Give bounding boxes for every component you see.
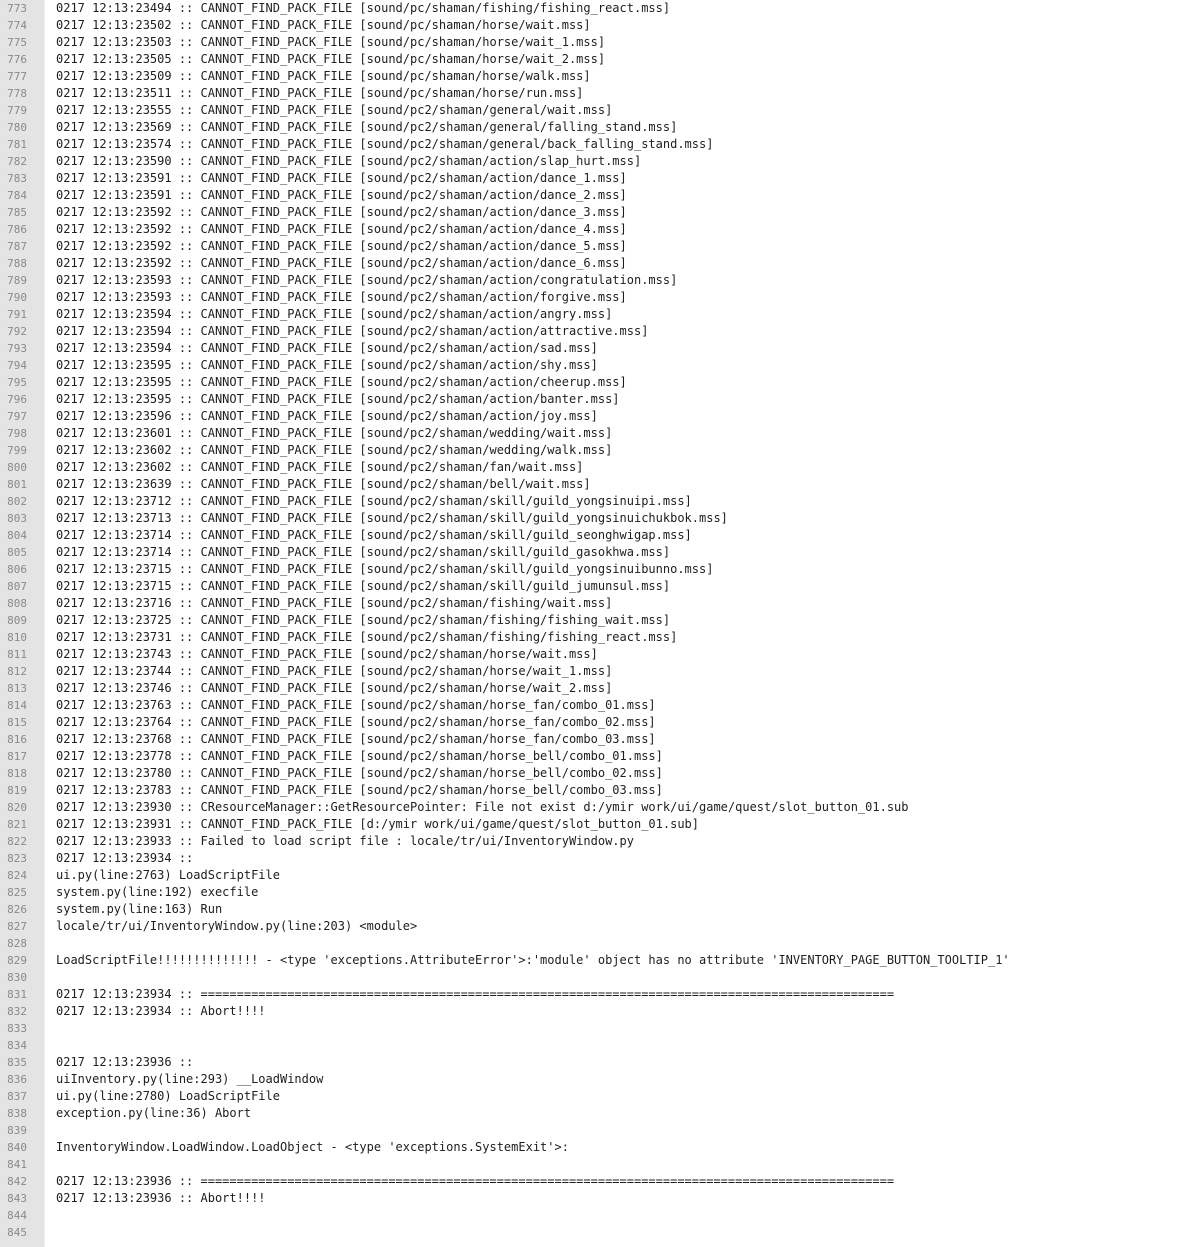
code-line[interactable] — [0, 1190, 1181, 1207]
line-text: 0217 12:13:23592 :: CANNOT_FIND_PACK_FILE [sound/pc2/shaman/action/dance_6.mss] — [56, 255, 627, 270]
line-text: 0217 12:13:23594 :: CANNOT_FIND_PACK_FILE [sound/pc2/shaman/action/angry.mss] — [56, 306, 613, 321]
line-text: 0217 12:13:23731 :: CANNOT_FIND_PACK_FILE [sound/pc2/shaman/fishing/fishing_react.mss] — [56, 629, 678, 644]
code-line[interactable] — [0, 578, 1181, 595]
code-line[interactable] — [0, 323, 1181, 340]
line-number: 773 — [7, 1, 27, 15]
code-line[interactable] — [0, 833, 1181, 850]
line-text: 0217 12:13:23591 :: CANNOT_FIND_PACK_FILE [sound/pc2/shaman/action/dance_1.mss] — [56, 170, 627, 185]
line-text: 0217 12:13:23714 :: CANNOT_FIND_PACK_FILE [sound/pc2/shaman/skill/guild_gasokhwa.mss] — [56, 544, 671, 559]
line-text: 0217 12:13:23768 :: CANNOT_FIND_PACK_FILE [sound/pc2/shaman/horse_fan/combo_03.mss] — [56, 731, 656, 746]
line-text: 0217 12:13:23744 :: CANNOT_FIND_PACK_FILE [sound/pc2/shaman/horse/wait_1.mss] — [56, 663, 613, 678]
line-number: 804 — [7, 528, 27, 542]
line-number: 816 — [7, 732, 27, 746]
code-line[interactable] — [0, 119, 1181, 136]
line-number: 815 — [7, 715, 27, 729]
code-line[interactable] — [0, 918, 1181, 935]
line-number: 793 — [7, 341, 27, 355]
code-line[interactable] — [0, 459, 1181, 476]
line-number: 831 — [7, 987, 27, 1001]
line-number: 775 — [7, 35, 27, 49]
code-line[interactable] — [0, 255, 1181, 272]
code-line[interactable] — [0, 51, 1181, 68]
line-number: 844 — [7, 1208, 27, 1222]
code-line[interactable] — [0, 442, 1181, 459]
line-text: 0217 12:13:23764 :: CANNOT_FIND_PACK_FILE [sound/pc2/shaman/horse_fan/combo_02.mss] — [56, 714, 656, 729]
code-line[interactable] — [0, 1054, 1181, 1071]
code-line[interactable] — [0, 765, 1181, 782]
line-number: 810 — [7, 630, 27, 644]
line-number: 783 — [7, 171, 27, 185]
line-number: 774 — [7, 18, 27, 32]
code-line[interactable] — [0, 884, 1181, 901]
line-number: 796 — [7, 392, 27, 406]
code-line[interactable] — [0, 867, 1181, 884]
code-line[interactable] — [0, 34, 1181, 51]
code-line[interactable] — [0, 1020, 1181, 1037]
line-text: uiInventory.py(line:293) __LoadWindow — [56, 1071, 324, 1086]
code-line[interactable] — [0, 408, 1181, 425]
line-number: 814 — [7, 698, 27, 712]
code-line[interactable] — [0, 1105, 1181, 1122]
code-line[interactable] — [0, 391, 1181, 408]
line-text: 0217 12:13:23715 :: CANNOT_FIND_PACK_FILE [sound/pc2/shaman/skill/guild_yongsinuibunno.mss] — [56, 561, 714, 576]
line-number: 829 — [7, 953, 27, 967]
code-line[interactable] — [0, 935, 1181, 952]
line-number: 838 — [7, 1106, 27, 1120]
line-text: 0217 12:13:23763 :: CANNOT_FIND_PACK_FILE [sound/pc2/shaman/horse_fan/combo_01.mss] — [56, 697, 656, 712]
code-line[interactable] — [0, 1122, 1181, 1139]
line-text: 0217 12:13:23716 :: CANNOT_FIND_PACK_FILE [sound/pc2/shaman/fishing/wait.mss] — [56, 595, 613, 610]
code-line[interactable] — [0, 0, 1181, 17]
code-line[interactable] — [0, 1139, 1181, 1156]
line-number: 845 — [7, 1225, 27, 1239]
line-number: 821 — [7, 817, 27, 831]
line-number: 820 — [7, 800, 27, 814]
code-line[interactable] — [0, 714, 1181, 731]
line-number: 843 — [7, 1191, 27, 1205]
line-text: 0217 12:13:23591 :: CANNOT_FIND_PACK_FILE [sound/pc2/shaman/action/dance_2.mss] — [56, 187, 627, 202]
line-text: 0217 12:13:23602 :: CANNOT_FIND_PACK_FILE [sound/pc2/shaman/fan/wait.mss] — [56, 459, 584, 474]
line-number: 801 — [7, 477, 27, 491]
code-line[interactable] — [0, 102, 1181, 119]
line-number: 819 — [7, 783, 27, 797]
code-line[interactable] — [0, 1088, 1181, 1105]
code-line[interactable] — [0, 663, 1181, 680]
line-text: 0217 12:13:23714 :: CANNOT_FIND_PACK_FILE [sound/pc2/shaman/skill/guild_seonghwigap.mss] — [56, 527, 692, 542]
line-number: 813 — [7, 681, 27, 695]
code-line[interactable] — [0, 306, 1181, 323]
line-text: system.py(line:192) execfile — [56, 884, 259, 899]
line-number: 792 — [7, 324, 27, 338]
line-text: 0217 12:13:23593 :: CANNOT_FIND_PACK_FILE [sound/pc2/shaman/action/congratulation.mss] — [56, 272, 678, 287]
code-line[interactable] — [0, 901, 1181, 918]
line-number: 802 — [7, 494, 27, 508]
code-line[interactable] — [0, 646, 1181, 663]
line-number: 800 — [7, 460, 27, 474]
code-line[interactable] — [0, 731, 1181, 748]
code-line[interactable] — [0, 374, 1181, 391]
line-text: 0217 12:13:23743 :: CANNOT_FIND_PACK_FILE [sound/pc2/shaman/horse/wait.mss] — [56, 646, 598, 661]
line-number: 835 — [7, 1055, 27, 1069]
line-text: 0217 12:13:23780 :: CANNOT_FIND_PACK_FILE [sound/pc2/shaman/horse_bell/combo_02.mss] — [56, 765, 663, 780]
line-number: 824 — [7, 868, 27, 882]
code-line[interactable] — [0, 748, 1181, 765]
line-number: 803 — [7, 511, 27, 525]
line-text: 0217 12:13:23595 :: CANNOT_FIND_PACK_FILE [sound/pc2/shaman/action/shy.mss] — [56, 357, 598, 372]
line-text: 0217 12:13:23592 :: CANNOT_FIND_PACK_FILE [sound/pc2/shaman/action/dance_5.mss] — [56, 238, 627, 253]
line-number: 811 — [7, 647, 27, 661]
line-number: 805 — [7, 545, 27, 559]
line-text: 0217 12:13:23555 :: CANNOT_FIND_PACK_FILE [sound/pc2/shaman/general/wait.mss] — [56, 102, 613, 117]
line-text: 0217 12:13:23494 :: CANNOT_FIND_PACK_FILE [sound/pc/shaman/fishing/fishing_react.mss] — [56, 0, 671, 15]
line-number: 806 — [7, 562, 27, 576]
line-text: 0217 12:13:23783 :: CANNOT_FIND_PACK_FILE [sound/pc2/shaman/horse_bell/combo_03.mss] — [56, 782, 663, 797]
line-number: 837 — [7, 1089, 27, 1103]
line-number: 791 — [7, 307, 27, 321]
code-line[interactable] — [0, 476, 1181, 493]
line-text: 0217 12:13:23746 :: CANNOT_FIND_PACK_FILE [sound/pc2/shaman/horse/wait_2.mss] — [56, 680, 613, 695]
line-number: 776 — [7, 52, 27, 66]
line-text: 0217 12:13:23934 :: ================================================================================================ — [56, 986, 895, 1001]
code-line[interactable] — [0, 153, 1181, 170]
code-line[interactable] — [0, 697, 1181, 714]
code-line[interactable] — [0, 816, 1181, 833]
code-line[interactable] — [0, 969, 1181, 986]
line-text: 0217 12:13:23778 :: CANNOT_FIND_PACK_FILE [sound/pc2/shaman/horse_bell/combo_01.mss] — [56, 748, 663, 763]
line-text: 0217 12:13:23933 :: Failed to load script file : locale/tr/ui/InventoryWindow.py — [56, 833, 634, 848]
line-text: exception.py(line:36) Abort — [56, 1105, 252, 1120]
line-text: 0217 12:13:23930 :: CResourceManager::GetResourcePointer: File not exist d:/ymir work/ui/game/quest/slot_button_01.sub — [56, 799, 909, 814]
code-line[interactable] — [0, 17, 1181, 34]
line-text: 0217 12:13:23725 :: CANNOT_FIND_PACK_FILE [sound/pc2/shaman/fishing/fishing_wait.mss] — [56, 612, 671, 627]
line-number: 799 — [7, 443, 27, 457]
line-number: 788 — [7, 256, 27, 270]
line-text: 0217 12:13:23509 :: CANNOT_FIND_PACK_FILE [sound/pc/shaman/horse/walk.mss] — [56, 68, 591, 83]
line-number: 832 — [7, 1004, 27, 1018]
line-number: 827 — [7, 919, 27, 933]
line-number: 828 — [7, 936, 27, 950]
line-number: 808 — [7, 596, 27, 610]
code-line[interactable] — [0, 1156, 1181, 1173]
line-number: 840 — [7, 1140, 27, 1154]
line-text: 0217 12:13:23936 :: ================================================================================================ — [56, 1173, 895, 1188]
line-text: 0217 12:13:23502 :: CANNOT_FIND_PACK_FILE [sound/pc/shaman/horse/wait.mss] — [56, 17, 591, 32]
line-number: 778 — [7, 86, 27, 100]
line-text: 0217 12:13:23594 :: CANNOT_FIND_PACK_FILE [sound/pc2/shaman/action/attractive.mss] — [56, 323, 649, 338]
line-number: 834 — [7, 1038, 27, 1052]
line-text: 0217 12:13:23595 :: CANNOT_FIND_PACK_FILE [sound/pc2/shaman/action/banter.mss] — [56, 391, 620, 406]
code-line[interactable] — [0, 527, 1181, 544]
line-text: InventoryWindow.LoadWindow.LoadObject - <type 'exceptions.SystemExit'>: — [56, 1139, 569, 1154]
line-text: 0217 12:13:23934 :: Abort!!!! — [56, 1003, 266, 1018]
line-text: 0217 12:13:23594 :: CANNOT_FIND_PACK_FILE [sound/pc2/shaman/action/sad.mss] — [56, 340, 598, 355]
line-text: 0217 12:13:23592 :: CANNOT_FIND_PACK_FILE [sound/pc2/shaman/action/dance_3.mss] — [56, 204, 627, 219]
code-line[interactable] — [0, 1071, 1181, 1088]
line-text: system.py(line:163) Run — [56, 901, 223, 916]
line-number: 777 — [7, 69, 27, 83]
line-text: 0217 12:13:23569 :: CANNOT_FIND_PACK_FILE [sound/pc2/shaman/general/falling_stand.mss] — [56, 119, 678, 134]
line-number: 822 — [7, 834, 27, 848]
line-number: 826 — [7, 902, 27, 916]
line-text: 0217 12:13:23592 :: CANNOT_FIND_PACK_FILE [sound/pc2/shaman/action/dance_4.mss] — [56, 221, 627, 236]
line-number: 787 — [7, 239, 27, 253]
code-line[interactable] — [0, 680, 1181, 697]
line-number: 782 — [7, 154, 27, 168]
code-line[interactable] — [0, 1003, 1181, 1020]
line-text: 0217 12:13:23934 :: — [56, 850, 194, 865]
line-number: 786 — [7, 222, 27, 236]
line-text: locale/tr/ui/InventoryWindow.py(line:203) <module> — [56, 918, 418, 933]
code-line[interactable] — [0, 289, 1181, 306]
code-line[interactable] — [0, 238, 1181, 255]
line-text: LoadScriptFile!!!!!!!!!!!!!! - <type 'exceptions.AttributeError'>:'module' object has no attribute 'INVENTORY_PAGE_BUTTON_TOOLTIP_1' — [56, 952, 1010, 967]
line-number: 781 — [7, 137, 27, 151]
code-line[interactable] — [0, 510, 1181, 527]
line-number: 779 — [7, 103, 27, 117]
line-number: 807 — [7, 579, 27, 593]
code-line[interactable] — [0, 272, 1181, 289]
code-line[interactable] — [0, 425, 1181, 442]
code-line[interactable] — [0, 204, 1181, 221]
code-line[interactable] — [0, 493, 1181, 510]
code-line[interactable] — [0, 1207, 1181, 1224]
code-line[interactable] — [0, 1224, 1181, 1241]
line-number: 809 — [7, 613, 27, 627]
line-number: 833 — [7, 1021, 27, 1035]
line-number: 817 — [7, 749, 27, 763]
line-number: 839 — [7, 1123, 27, 1137]
code-line[interactable] — [0, 561, 1181, 578]
line-text: 0217 12:13:23590 :: CANNOT_FIND_PACK_FILE [sound/pc2/shaman/action/slap_hurt.mss] — [56, 153, 642, 168]
line-text: 0217 12:13:23601 :: CANNOT_FIND_PACK_FILE [sound/pc2/shaman/wedding/wait.mss] — [56, 425, 613, 440]
code-line[interactable] — [0, 221, 1181, 238]
line-number: 818 — [7, 766, 27, 780]
line-number: 795 — [7, 375, 27, 389]
line-text: 0217 12:13:23593 :: CANNOT_FIND_PACK_FILE [sound/pc2/shaman/action/forgive.mss] — [56, 289, 627, 304]
line-number: 798 — [7, 426, 27, 440]
code-line[interactable] — [0, 952, 1181, 969]
line-number: 842 — [7, 1174, 27, 1188]
line-number: 784 — [7, 188, 27, 202]
line-number: 836 — [7, 1072, 27, 1086]
line-text: 0217 12:13:23503 :: CANNOT_FIND_PACK_FILE [sound/pc/shaman/horse/wait_1.mss] — [56, 34, 606, 49]
code-line[interactable] — [0, 612, 1181, 629]
code-line[interactable] — [0, 1037, 1181, 1054]
line-number: 823 — [7, 851, 27, 865]
code-line[interactable] — [0, 187, 1181, 204]
line-number: 794 — [7, 358, 27, 372]
code-line[interactable] — [0, 782, 1181, 799]
line-text: ui.py(line:2780) LoadScriptFile — [56, 1088, 280, 1103]
code-line[interactable] — [0, 595, 1181, 612]
code-line[interactable] — [0, 340, 1181, 357]
line-text: 0217 12:13:23712 :: CANNOT_FIND_PACK_FILE [sound/pc2/shaman/skill/guild_yongsinuipi.mss] — [56, 493, 692, 508]
line-text: 0217 12:13:23596 :: CANNOT_FIND_PACK_FILE [sound/pc2/shaman/action/joy.mss] — [56, 408, 598, 423]
line-number: 790 — [7, 290, 27, 304]
code-line[interactable] — [0, 1173, 1181, 1190]
line-text: 0217 12:13:23715 :: CANNOT_FIND_PACK_FILE [sound/pc2/shaman/skill/guild_jumunsul.mss] — [56, 578, 671, 593]
line-number: 812 — [7, 664, 27, 678]
line-text: 0217 12:13:23595 :: CANNOT_FIND_PACK_FILE [sound/pc2/shaman/action/cheerup.mss] — [56, 374, 627, 389]
code-line[interactable] — [0, 850, 1181, 867]
code-line[interactable] — [0, 85, 1181, 102]
line-text: 0217 12:13:23713 :: CANNOT_FIND_PACK_FILE [sound/pc2/shaman/skill/guild_yongsinuichukbok.mss] — [56, 510, 728, 525]
line-text: 0217 12:13:23505 :: CANNOT_FIND_PACK_FILE [sound/pc/shaman/horse/wait_2.mss] — [56, 51, 606, 66]
code-line[interactable] — [0, 357, 1181, 374]
line-text: 0217 12:13:23574 :: CANNOT_FIND_PACK_FILE [sound/pc2/shaman/general/back_falling_stand.mss] — [56, 136, 714, 151]
code-line[interactable] — [0, 629, 1181, 646]
line-number: 789 — [7, 273, 27, 287]
code-line[interactable] — [0, 68, 1181, 85]
line-number: 780 — [7, 120, 27, 134]
code-line[interactable] — [0, 136, 1181, 153]
line-number: 797 — [7, 409, 27, 423]
line-number: 825 — [7, 885, 27, 899]
line-number: 830 — [7, 970, 27, 984]
code-line[interactable] — [0, 544, 1181, 561]
line-text: 0217 12:13:23639 :: CANNOT_FIND_PACK_FILE [sound/pc2/shaman/bell/wait.mss] — [56, 476, 591, 491]
line-text: 0217 12:13:23931 :: CANNOT_FIND_PACK_FILE [d:/ymir work/ui/game/quest/slot_button_01.sub] — [56, 816, 699, 831]
line-text: 0217 12:13:23602 :: CANNOT_FIND_PACK_FILE [sound/pc2/shaman/wedding/walk.mss] — [56, 442, 613, 457]
line-number: 785 — [7, 205, 27, 219]
line-text: ui.py(line:2763) LoadScriptFile — [56, 867, 280, 882]
line-text: 0217 12:13:23936 :: — [56, 1054, 194, 1069]
code-line[interactable] — [0, 986, 1181, 1003]
line-text: 0217 12:13:23936 :: Abort!!!! — [56, 1190, 266, 1205]
line-text: 0217 12:13:23511 :: CANNOT_FIND_PACK_FILE [sound/pc/shaman/horse/run.mss] — [56, 85, 584, 100]
code-line[interactable] — [0, 799, 1181, 816]
line-number: 841 — [7, 1157, 27, 1171]
code-line[interactable] — [0, 170, 1181, 187]
